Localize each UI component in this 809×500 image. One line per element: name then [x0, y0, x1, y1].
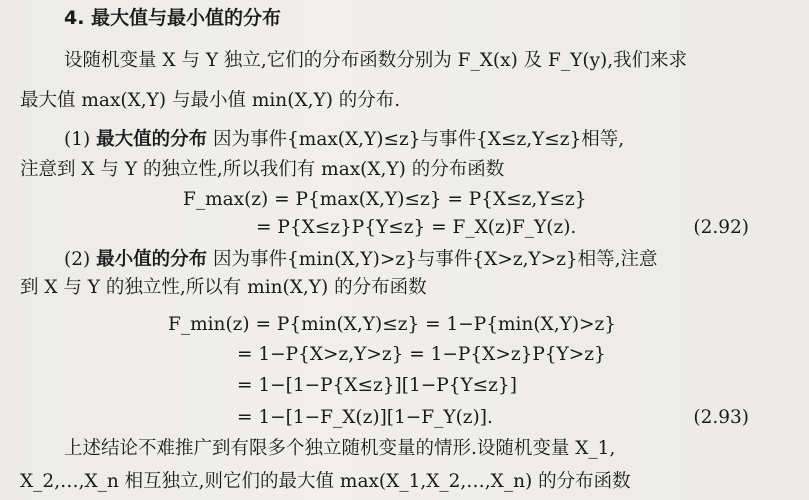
paragraph-line: 到 X 与 Y 的独立性,所以有 min(X,Y) 的分布函数: [20, 277, 427, 298]
equation-line: = 1−[1−P{X≤z}][1−P{Y≤z}]: [237, 375, 517, 396]
min-title: 最小值的分布: [96, 249, 208, 270]
paragraph-line: 上述结论不难推广到有限多个独立随机变量的情形.设随机变量 X_1,: [64, 438, 616, 459]
max-title: 最大值的分布: [96, 129, 208, 150]
equation-line: = P{X≤z}P{Y≤z} = F_X(z)F_Y(z).: [256, 217, 577, 238]
equation-number: (2.92): [693, 217, 749, 238]
equation-line: F_max(z) = P{max(X,Y)≤z} = P{X≤z,Y≤z}: [183, 189, 587, 210]
max-intro-number: (1): [64, 129, 91, 150]
equation-line: F_min(z) = P{min(X,Y)≤z} = 1−P{min(X,Y)>z}: [168, 314, 617, 335]
paragraph-line: 注意到 X 与 Y 的独立性,所以我们有 max(X,Y) 的分布函数: [20, 159, 505, 180]
min-intro-number: (2): [64, 249, 91, 270]
section-heading: 4. 最大值与最小值的分布: [64, 7, 282, 29]
max-intro-text: 因为事件{max(X,Y)≤z}与事件{X≤z,Y≤z}相等,: [213, 129, 625, 150]
equation-line: = 1−P{X>z,Y>z} = 1−P{X>z}P{Y>z}: [237, 344, 606, 365]
min-intro-line: [64, 248, 658, 272]
equation-number: (2.93): [693, 407, 749, 428]
paragraph-line: 最大值 max(X,Y) 与最小值 min(X,Y) 的分布.: [20, 90, 401, 111]
paragraph-line: X_2,…,X_n 相互独立,则它们的最大值 max(X_1,X_2,…,X_n) 的分布函数: [20, 471, 631, 492]
min-intro-text: 因为事件{min(X,Y)>z}与事件{X>z,Y>z}相等,注意: [213, 249, 658, 270]
equation-line: = 1−[1−F_X(z)][1−F_Y(z)].: [237, 407, 493, 428]
max-intro-line: [64, 128, 624, 152]
paragraph-line: 设随机变量 X 与 Y 独立,它们的分布函数分别为 F_X(x) 及 F_Y(y),我们来求: [64, 50, 688, 71]
